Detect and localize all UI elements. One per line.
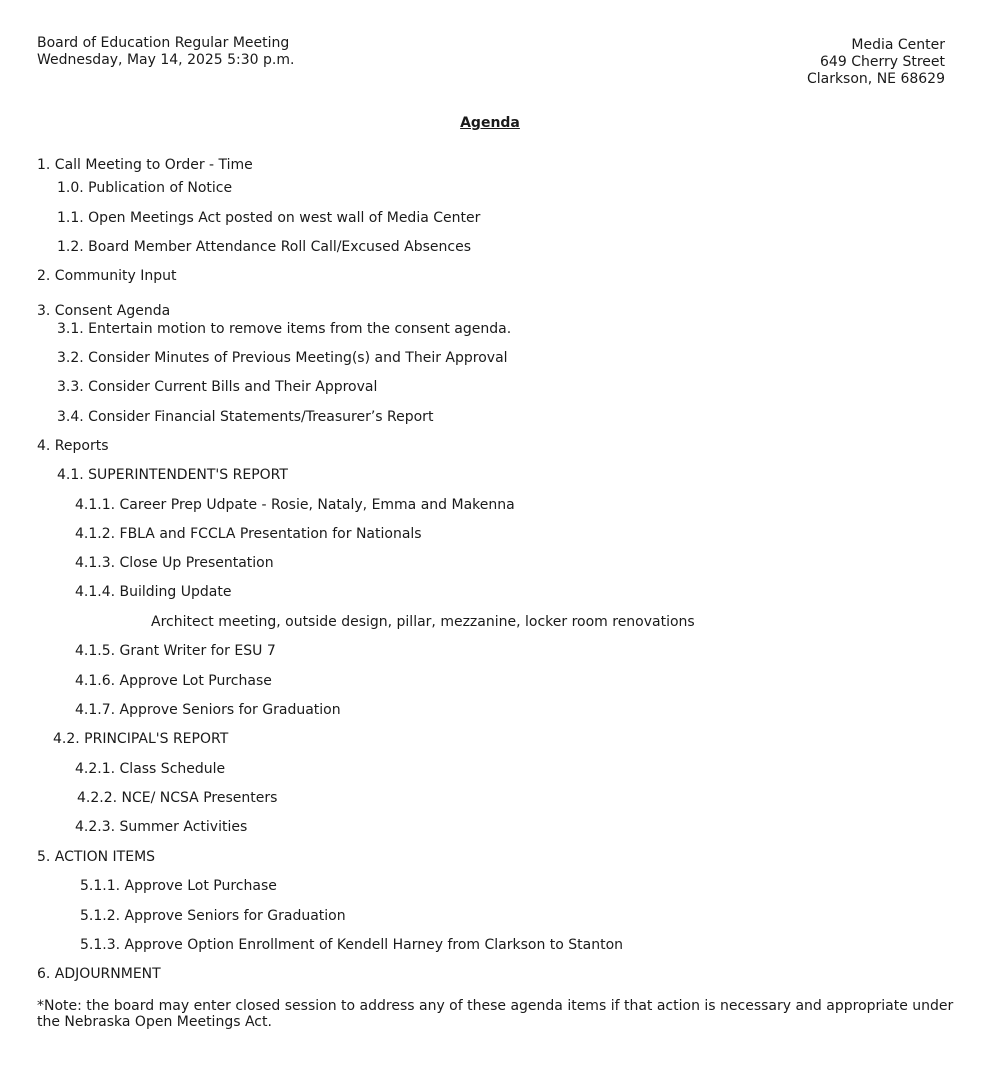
meeting-location [807, 37, 945, 88]
agenda-item: 2. Community Input [37, 268, 177, 284]
agenda-subsubitem: 4.2.3. Summer Activities [75, 819, 248, 835]
agenda-item: 5. ACTION ITEMS [37, 849, 156, 865]
agenda-subitem: 3.2. Consider Minutes of Previous Meeting(s) and Their Approval [57, 350, 508, 366]
agenda-subitem: 4.2. PRINCIPAL'S REPORT [53, 731, 229, 747]
agenda-subsubitem: 5.1.2. Approve Seniors for Graduation [80, 908, 346, 924]
agenda-item: 4. Reports [37, 438, 109, 454]
agenda-subsubitem: 4.1.1. Career Prep Udpate - Rosie, Nataly, Emma and Makenna [75, 497, 515, 513]
agenda-item: 3. Consent Agenda [37, 303, 171, 319]
location-street: 649 Cherry Street [820, 54, 945, 70]
meeting-name: Board of Education Regular Meeting [37, 35, 290, 51]
agenda-subsubitem: 4.1.4. Building Update [75, 584, 232, 600]
agenda-subitem: 1.0. Publication of Notice [57, 180, 233, 196]
location-city: Clarkson, NE 68629 [806, 71, 945, 87]
closed-session-note: *Note: the board may enter closed session to address any of these agenda items if that action is necessary and appropriate under the Nebraska Open Meetings Act. [37, 998, 954, 1030]
agenda-subsubitem: 5.1.3. Approve Option Enrollment of Kendell Harney from Clarkson to Stanton [80, 937, 624, 953]
agenda-item-note: Architect meeting, outside design, pillar, mezzanine, locker room renovations [151, 614, 695, 630]
agenda-subsubitem: 4.1.7. Approve Seniors for Graduation [75, 702, 341, 718]
agenda-subsubitem: 4.2.2. NCE/ NCSA Presenters [77, 790, 278, 806]
agenda-subitem: 3.3. Consider Current Bills and Their Approval [57, 379, 378, 395]
agenda-subitem: 3.4. Consider Financial Statements/Treasurer’s Report [57, 409, 434, 425]
agenda-subsubitem: 4.1.5. Grant Writer for ESU 7 [75, 643, 276, 659]
agenda-subsubitem: 4.2.1. Class Schedule [75, 761, 226, 777]
agenda-item: 1. Call Meeting to Order - Time [37, 157, 253, 173]
location-name: Media Center [851, 37, 945, 53]
agenda-subitem: 1.1. Open Meetings Act posted on west wall of Media Center [57, 210, 481, 226]
agenda-subsubitem: 5.1.1. Approve Lot Purchase [80, 878, 277, 894]
agenda-subsubitem: 4.1.3. Close Up Presentation [75, 555, 274, 571]
agenda-subsubitem: 4.1.2. FBLA and FCCLA Presentation for Nationals [75, 526, 422, 542]
agenda-subitem: 1.2. Board Member Attendance Roll Call/Excused Absences [57, 239, 471, 255]
agenda-subitem: 3.1. Entertain motion to remove items from the consent agenda. [57, 321, 512, 337]
meeting-info [37, 35, 294, 69]
agenda-subitem: 4.1. SUPERINTENDENT'S REPORT [57, 467, 288, 483]
agenda-item: 6. ADJOURNMENT [37, 966, 161, 982]
page-title: Agenda [460, 115, 520, 131]
meeting-date-time: Wednesday, May 14, 2025 5:30 p.m. [37, 52, 295, 68]
agenda-subsubitem: 4.1.6. Approve Lot Purchase [75, 673, 272, 689]
